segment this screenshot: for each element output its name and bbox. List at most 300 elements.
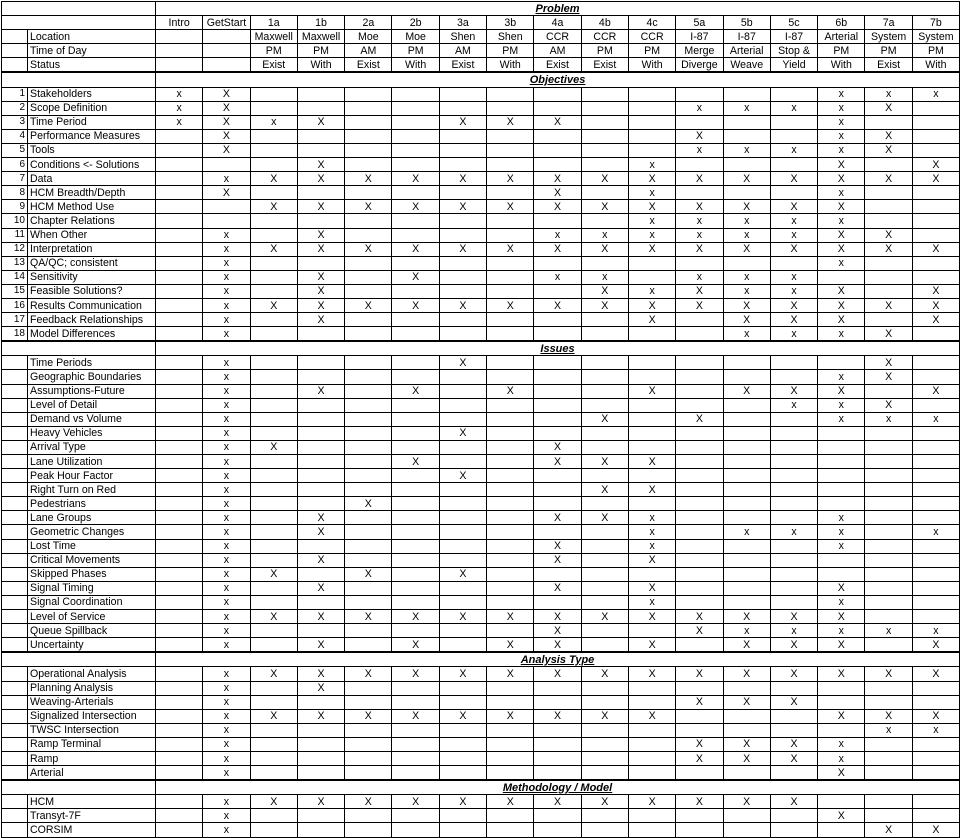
column-header: 5c [770,16,817,30]
mark-cell: X [628,384,675,398]
mark-cell: X [392,270,439,284]
mark-cell: X [865,242,912,256]
mark-cell: X [818,581,865,595]
row-label: Operational Analysis [28,667,156,681]
mark-cell [676,313,723,327]
mark-cell [297,129,344,143]
row-number [2,483,28,497]
row-label: Ramp [28,751,156,765]
mark-cell [345,412,392,426]
mark-cell [628,143,675,157]
mark-cell [345,270,392,284]
mark-cell: x [203,751,250,765]
mark-cell [392,567,439,581]
mark-cell [581,214,628,228]
mark-cell [439,766,486,781]
mark-cell: X [818,809,865,823]
mark-cell [534,398,581,412]
mark-cell [534,158,581,172]
row-number: 10 [2,214,28,228]
mark-cell [723,412,770,426]
mark-cell: x [203,766,250,781]
mark-cell: X [203,129,250,143]
row-number: 3 [2,115,28,129]
mark-cell: x [723,270,770,284]
header-cell: Moe [392,30,439,44]
mark-cell: X [439,200,486,214]
row-label: Performance Measures [28,129,156,143]
mark-cell: X [487,115,534,129]
mark-cell [345,525,392,539]
row-label: Chapter Relations [28,214,156,228]
row-label: Results Communication [28,298,156,312]
header-cell: PM [392,44,439,58]
mark-cell: x [676,228,723,242]
mark-cell [250,313,297,327]
row-number [2,497,28,511]
mark-cell [297,723,344,737]
mark-cell [439,823,486,837]
mark-cell [534,143,581,157]
mark-cell [203,200,250,214]
column-header: GetStart [203,16,250,30]
mark-cell: x [912,525,959,539]
section-title-row [2,780,960,795]
mark-cell [770,497,817,511]
mark-cell: x [203,398,250,412]
mark-cell [156,581,203,595]
mark-cell [581,256,628,270]
mark-cell [581,313,628,327]
mark-cell [297,539,344,553]
mark-cell [912,115,959,129]
table-row [2,709,960,723]
mark-cell [865,313,912,327]
mark-cell [534,681,581,695]
header-row [2,30,960,44]
row-label: Geographic Boundaries [28,370,156,384]
header-cell: Exist [250,58,297,73]
mark-cell [297,567,344,581]
mark-cell [487,469,534,483]
header-cell: Exist [439,58,486,73]
mark-cell [487,284,534,298]
mark-cell: X [392,638,439,653]
mark-cell [628,469,675,483]
mark-cell [297,412,344,426]
mark-cell [297,186,344,200]
mark-cell [297,737,344,751]
mark-cell: x [770,327,817,342]
mark-cell [250,370,297,384]
mark-cell [392,809,439,823]
mark-cell [345,638,392,653]
blank-cell [2,780,156,795]
mark-cell [912,455,959,469]
mark-cell [628,567,675,581]
table-row [2,469,960,483]
mark-cell: X [250,667,297,681]
mark-cell [534,384,581,398]
mark-cell: X [250,795,297,809]
mark-cell: X [297,681,344,695]
mark-cell [156,681,203,695]
header-cell: With [818,58,865,73]
mark-cell: x [723,214,770,228]
row-number [2,539,28,553]
mark-cell [439,398,486,412]
mark-cell: x [912,624,959,638]
mark-cell [723,469,770,483]
table-row [2,398,960,412]
section-title: Methodology / Model [156,780,960,795]
mark-cell [345,426,392,440]
mark-cell [345,129,392,143]
mark-cell [770,681,817,695]
mark-cell [581,497,628,511]
mark-cell [439,497,486,511]
mark-cell [723,581,770,595]
mark-cell [250,327,297,342]
mark-cell [770,87,817,101]
header-cell: PM [250,44,297,58]
mark-cell: X [770,172,817,186]
mark-cell: X [818,709,865,723]
mark-cell [392,723,439,737]
mark-cell [156,256,203,270]
mark-cell: X [534,795,581,809]
mark-cell [392,440,439,454]
mark-cell [487,681,534,695]
row-number [2,610,28,624]
mark-cell [392,426,439,440]
mark-cell: x [818,412,865,426]
mark-cell: X [203,101,250,115]
header-cell: PM [818,44,865,58]
mark-cell [439,186,486,200]
header-cell: System [912,30,959,44]
mark-cell: X [534,624,581,638]
mark-cell: x [203,610,250,624]
mark-cell: X [723,200,770,214]
mark-cell: x [203,327,250,342]
mark-cell [487,567,534,581]
mark-cell [297,87,344,101]
table-row [2,384,960,398]
mark-cell [581,370,628,384]
mark-cell [770,823,817,837]
mark-cell: X [723,737,770,751]
mark-cell [912,370,959,384]
mark-cell [156,469,203,483]
mark-cell [345,823,392,837]
mark-cell: X [865,327,912,342]
mark-cell [534,356,581,370]
mark-cell [487,356,534,370]
mark-cell [156,667,203,681]
mark-cell [676,567,723,581]
mark-cell [534,567,581,581]
mark-cell [156,539,203,553]
mark-cell [297,143,344,157]
mark-cell: X [628,581,675,595]
mark-cell [487,129,534,143]
mark-cell [723,158,770,172]
mark-cell [345,539,392,553]
mark-cell [392,695,439,709]
mark-cell [392,553,439,567]
mark-cell [676,115,723,129]
mark-cell: X [818,172,865,186]
mark-cell [250,809,297,823]
mark-cell [487,186,534,200]
table-row [2,214,960,228]
mark-cell [912,595,959,609]
mark-cell [628,327,675,342]
mark-cell: X [676,172,723,186]
mark-cell: X [628,795,675,809]
mark-cell: X [534,539,581,553]
header-cell: Diverge [676,58,723,73]
mark-cell: X [865,370,912,384]
mark-cell [297,751,344,765]
mark-cell [392,511,439,525]
mark-cell: X [676,751,723,765]
table-row [2,101,960,115]
mark-cell [581,440,628,454]
table-row [2,87,960,101]
row-number [2,440,28,454]
header-cell: CCR [628,30,675,44]
mark-cell: x [818,737,865,751]
row-label: Skipped Phases [28,567,156,581]
mark-cell [297,695,344,709]
mark-cell: x [156,115,203,129]
mark-cell [865,384,912,398]
table-row [2,809,960,823]
mark-cell: x [770,101,817,115]
mark-cell [818,469,865,483]
mark-cell: X [345,200,392,214]
mark-cell: x [912,87,959,101]
table-row [2,200,960,214]
mark-cell [865,539,912,553]
mark-cell [439,384,486,398]
mark-cell: x [534,270,581,284]
mark-cell [581,426,628,440]
mark-cell: X [581,200,628,214]
mark-cell [345,398,392,412]
mark-cell [487,270,534,284]
mark-cell [392,469,439,483]
mark-cell [156,567,203,581]
mark-cell: x [818,115,865,129]
mark-cell [628,370,675,384]
section-title-row [2,341,960,356]
mark-cell [345,581,392,595]
table-row [2,595,960,609]
mark-cell [676,384,723,398]
row-number [2,751,28,765]
header-cell: Exist [345,58,392,73]
mark-cell [392,101,439,115]
mark-cell [439,483,486,497]
mark-cell: X [345,242,392,256]
mark-cell: x [203,313,250,327]
mark-cell: x [723,101,770,115]
mark-cell: X [534,298,581,312]
mark-cell [581,398,628,412]
mark-cell: X [439,242,486,256]
mark-cell: x [203,440,250,454]
mark-cell: X [345,610,392,624]
mark-cell [250,186,297,200]
mark-cell: x [628,214,675,228]
row-number: 14 [2,270,28,284]
mark-cell [297,398,344,412]
mark-cell: X [723,795,770,809]
mark-cell: X [770,638,817,653]
mark-cell: X [628,200,675,214]
mark-cell [156,766,203,781]
mark-cell [723,539,770,553]
header-cell: AM [345,44,392,58]
mark-cell [439,809,486,823]
mark-cell: x [203,284,250,298]
mark-cell: X [628,313,675,327]
row-label: Heavy Vehicles [28,426,156,440]
mark-cell [581,638,628,653]
mark-cell [676,356,723,370]
mark-cell [439,256,486,270]
mark-cell: X [723,313,770,327]
mark-cell [297,214,344,228]
blank-cell [2,341,156,356]
mark-cell [534,766,581,781]
mark-cell [534,497,581,511]
mark-cell: X [865,143,912,157]
mark-cell [865,270,912,284]
mark-cell: X [250,298,297,312]
blank-cell [2,16,156,30]
mark-cell [345,723,392,737]
mark-cell: X [345,567,392,581]
mark-cell [345,356,392,370]
mark-cell [912,214,959,228]
mark-cell [250,624,297,638]
mark-cell [534,426,581,440]
mark-cell [156,298,203,312]
mark-cell [297,327,344,342]
mark-cell [676,483,723,497]
mark-cell: x [203,356,250,370]
mark-cell [581,553,628,567]
mark-cell [156,242,203,256]
mark-cell [581,115,628,129]
mark-cell [723,483,770,497]
mark-cell [723,129,770,143]
mark-cell: x [581,228,628,242]
header-row [2,58,960,73]
mark-cell [770,440,817,454]
mark-cell [628,809,675,823]
mark-cell [345,681,392,695]
mark-cell [865,469,912,483]
mark-cell: X [676,610,723,624]
mark-cell [628,766,675,781]
mark-cell [392,214,439,228]
mark-cell [250,823,297,837]
mark-cell: X [770,242,817,256]
mark-cell [156,284,203,298]
header-cell: AM [439,44,486,58]
header-cell: Weave [723,58,770,73]
mark-cell: X [818,766,865,781]
mark-cell: X [676,129,723,143]
mark-cell [156,525,203,539]
scenario-matrix-table [1,1,960,838]
mark-cell: X [676,695,723,709]
table-row [2,795,960,809]
mark-cell [487,398,534,412]
mark-cell: X [392,172,439,186]
mark-cell [156,384,203,398]
mark-cell [250,553,297,567]
mark-cell [487,101,534,115]
row-number [2,681,28,695]
mark-cell [628,115,675,129]
mark-cell [770,511,817,525]
row-number [2,709,28,723]
header-cell: I-87 [676,30,723,44]
mark-cell [156,723,203,737]
mark-cell [534,469,581,483]
table-row [2,172,960,186]
mark-cell [392,186,439,200]
mark-cell: X [676,412,723,426]
mark-cell [156,412,203,426]
mark-cell: X [250,567,297,581]
problem-band-row [2,2,960,16]
mark-cell: X [297,172,344,186]
mark-cell: x [865,87,912,101]
mark-cell [345,101,392,115]
header-cell: System [865,30,912,44]
mark-cell: X [723,384,770,398]
mark-cell [534,214,581,228]
mark-cell: x [581,270,628,284]
mark-cell [392,412,439,426]
mark-cell [250,455,297,469]
mark-cell [581,129,628,143]
mark-cell [156,158,203,172]
mark-cell [250,412,297,426]
row-number [2,455,28,469]
mark-cell: x [818,101,865,115]
mark-cell [628,412,675,426]
mark-cell [770,483,817,497]
mark-cell: X [581,511,628,525]
header-cell: PM [297,44,344,58]
column-header: 6b [818,16,865,30]
mark-cell: x [818,624,865,638]
mark-cell: X [534,511,581,525]
row-label: Ramp Terminal [28,737,156,751]
mark-cell [392,327,439,342]
mark-cell [676,581,723,595]
mark-cell [250,539,297,553]
row-number [2,356,28,370]
